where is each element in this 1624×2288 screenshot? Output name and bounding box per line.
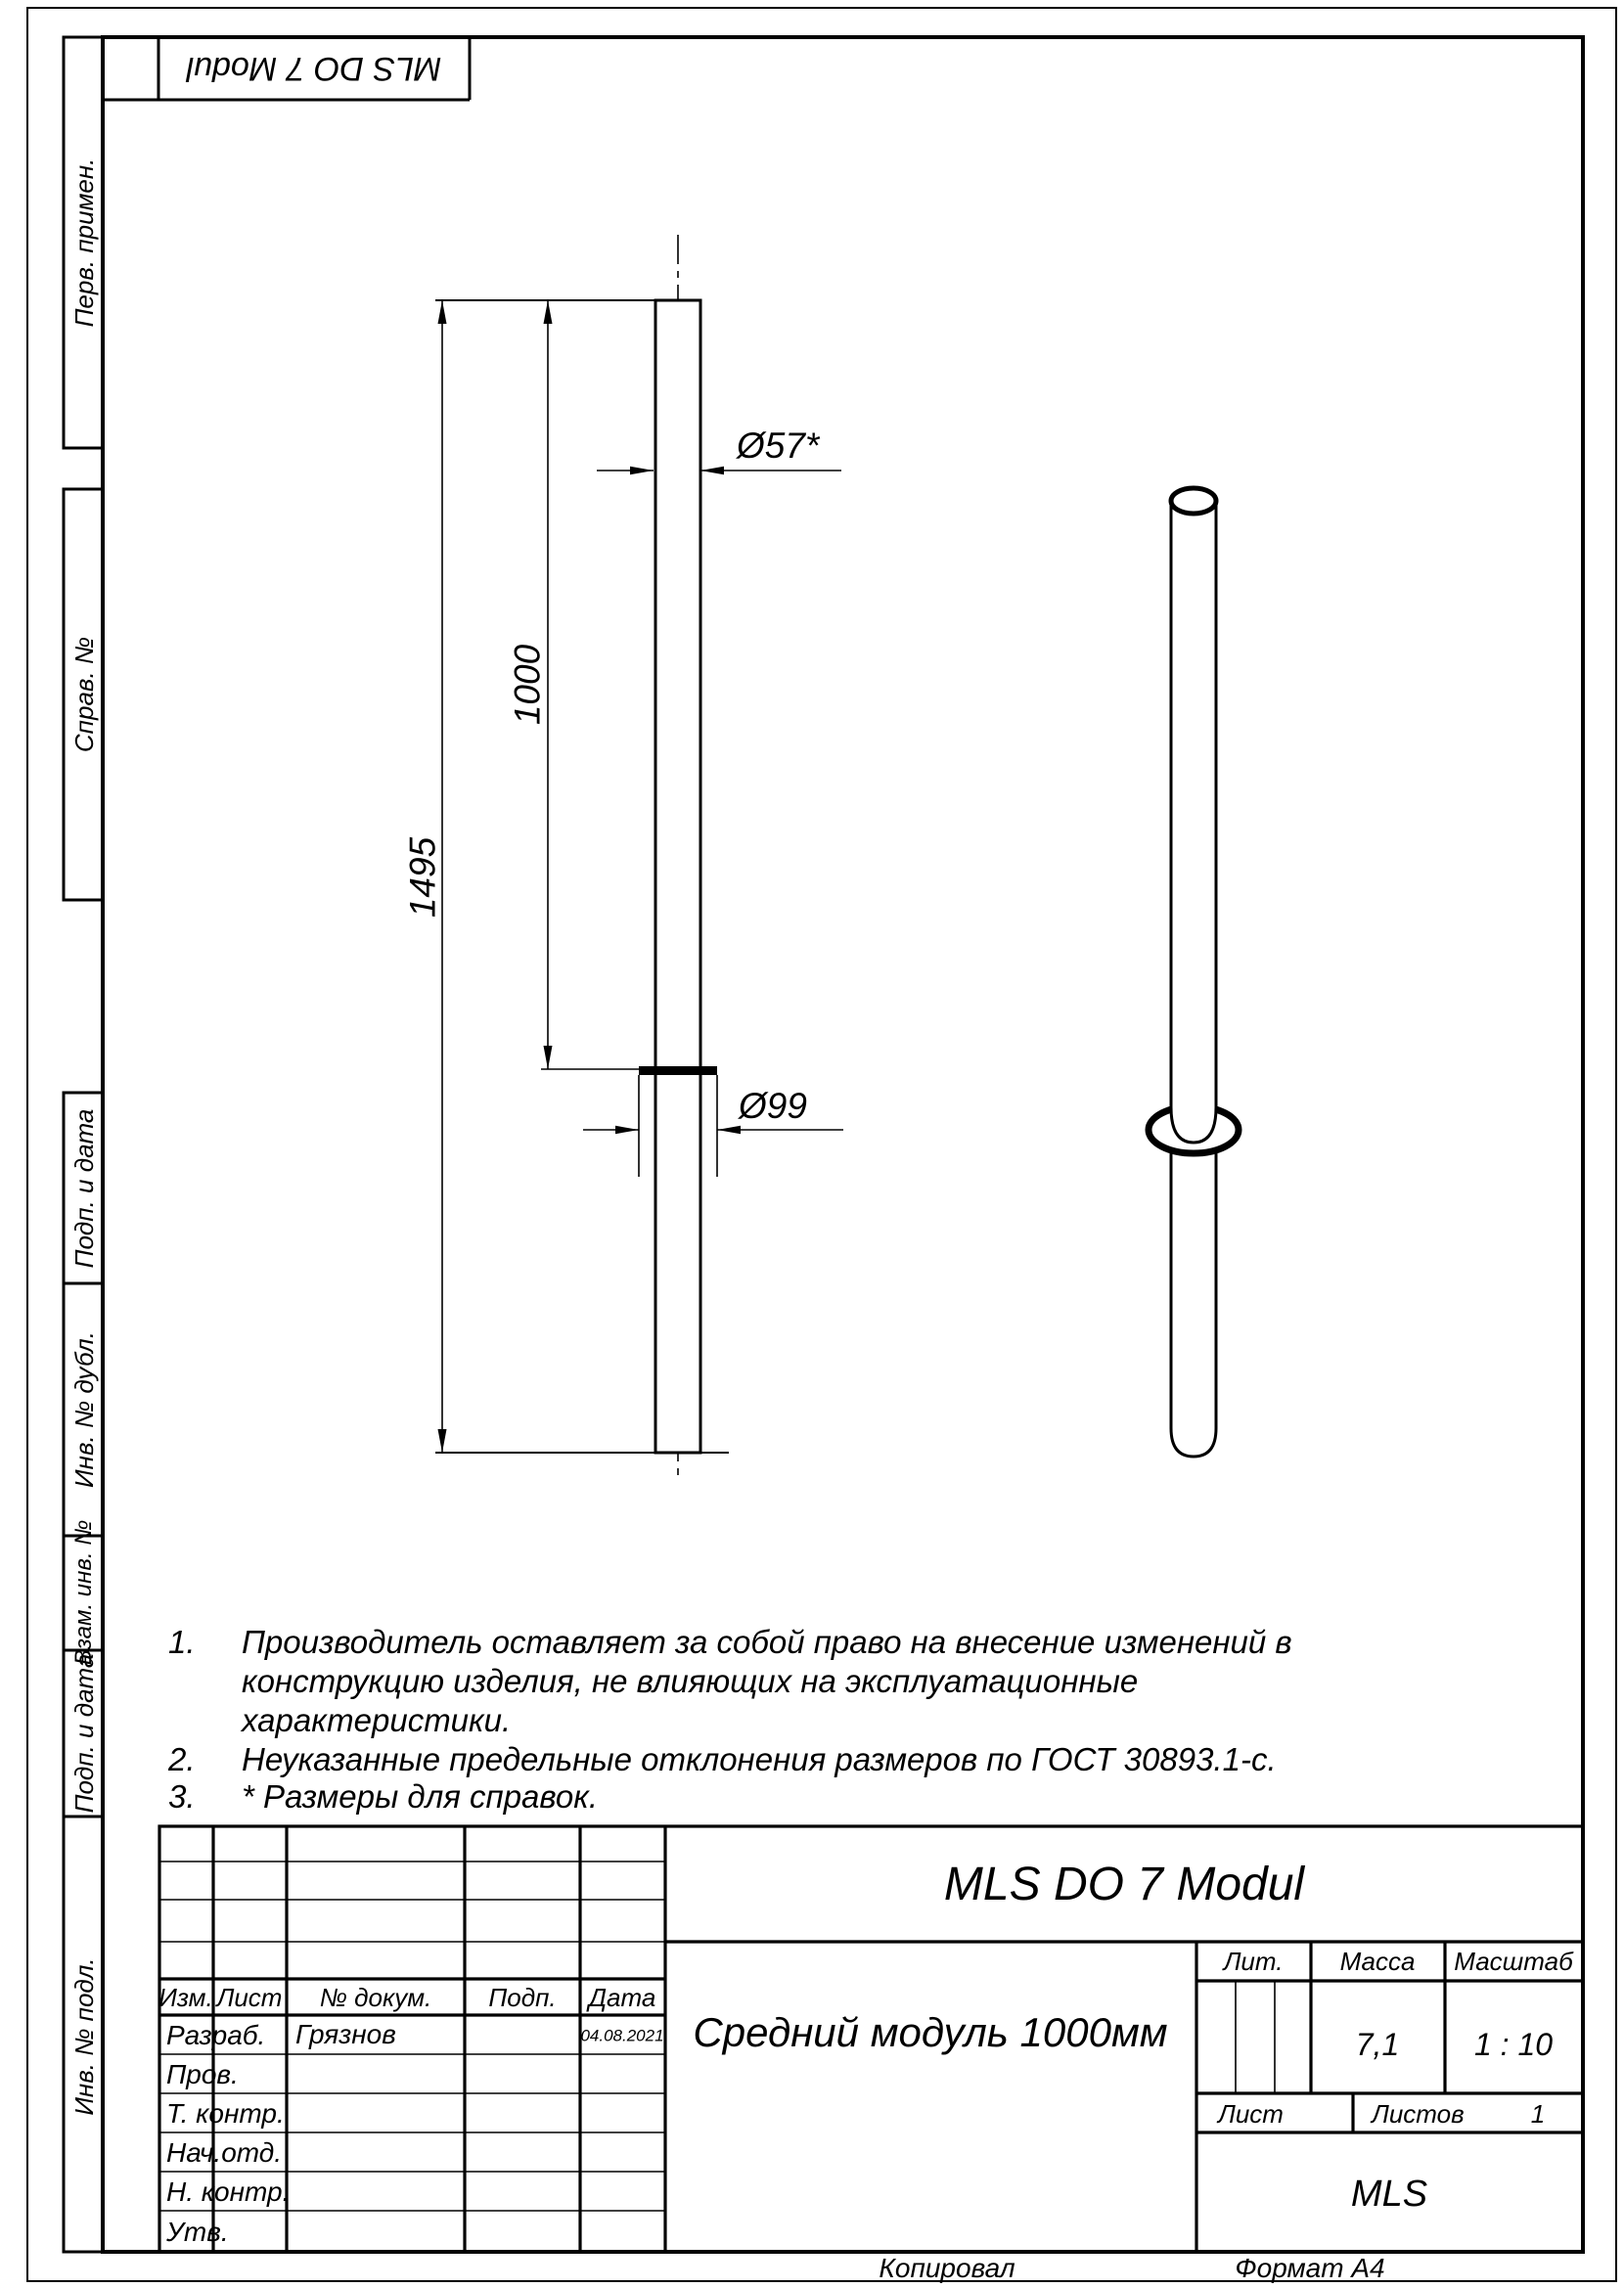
note-2-text: Неуказанные предельные отклонения размеров по ГОСТ 30893.1-с. <box>242 1741 1277 1777</box>
side-label-vzam-inv: Взам. инв. № <box>70 1519 97 1666</box>
side-label-podp-data-2: Подп. и дата <box>69 1653 99 1814</box>
stamp-lit-label: Лит. <box>1223 1947 1284 1976</box>
tube-upper <box>1171 501 1216 1143</box>
stamp-row-n-kontr: Н. контр. <box>166 2176 291 2207</box>
side-label-podp-data-1: Подп. и дата <box>69 1108 99 1269</box>
stamp-header-podp: Подп. <box>488 1983 557 2012</box>
side-label-sprav-no: Справ. № <box>69 636 99 753</box>
note-1-line-1: Производитель оставляет за собой право на внесение изменений в <box>242 1624 1292 1660</box>
collar-disc <box>639 1066 717 1075</box>
copied-label: Копировал <box>879 2253 1015 2283</box>
top-designation: MLS DO 7 Modul <box>186 50 442 87</box>
stamp-header-list: Лист <box>216 1983 283 2012</box>
stamp-row-prov: Пров. <box>166 2059 239 2089</box>
note-3-number: 3. <box>168 1778 196 1815</box>
rod-outline <box>655 300 700 1453</box>
stamp-header-izm: Изм. <box>158 1983 213 2012</box>
side-label-inv-dubl: Инв. № дубл. <box>69 1331 99 1488</box>
dim-text-d99: Ø99 <box>739 1086 807 1126</box>
dim-text-d57: Ø57* <box>737 426 820 466</box>
note-2-number: 2. <box>168 1741 196 1777</box>
tube-top-ellipse <box>1171 488 1216 514</box>
stamp-sheets-label: Листов <box>1372 2099 1465 2129</box>
stamp-header-dokum: № докум. <box>319 1983 432 2012</box>
format-label: Формат А4 <box>1235 2253 1385 2283</box>
note-1-line-2: конструкцию изделия, не влияющих на эксплуатационные <box>242 1663 1139 1699</box>
main-view-2d <box>435 235 843 1479</box>
stamp-company: MLS <box>1350 2174 1428 2215</box>
stamp-row-nach-otd: Нач.отд. <box>166 2137 283 2168</box>
stamp-row-razrab: Разраб. <box>166 2020 266 2050</box>
tube-lower <box>1171 1133 1216 1457</box>
stamp-product-name: Средний модуль 1000мм <box>693 2009 1168 2055</box>
side-label-perv-primen: Перв. примен. <box>69 157 99 328</box>
stamp-mass-label: Масса <box>1339 1947 1416 1976</box>
stamp-sheets-value: 1 <box>1530 2099 1546 2129</box>
stamp-razrab-name: Грязнов <box>295 2019 396 2049</box>
stamp-row-t-kontr: Т. контр. <box>166 2098 285 2129</box>
note-3-text: * Размеры для справок. <box>242 1778 599 1815</box>
stamp-mass-value: 7,1 <box>1355 2027 1400 2062</box>
stamp-sheet-label: Лист <box>1218 2099 1284 2129</box>
side-label-inv-podl: Инв. № подл. <box>69 1957 99 2116</box>
stamp-razrab-date: 04.08.2021 <box>580 2026 664 2045</box>
stamp-header-data: Дата <box>588 1983 656 2012</box>
stamp-designation: MLS DO 7 Modul <box>943 1859 1305 1910</box>
note-1-line-3: характеристики. <box>242 1702 512 1738</box>
stamp-scale-value: 1 : 10 <box>1473 2027 1554 2062</box>
stamp-row-utv: Утв. <box>166 2217 229 2247</box>
note-1-number: 1. <box>168 1624 196 1660</box>
dim-text-1495: 1495 <box>402 836 443 919</box>
dim-text-1000: 1000 <box>507 644 548 726</box>
stamp-scale-label: Масштаб <box>1454 1947 1573 1976</box>
pictorial-view-3d <box>1149 488 1239 1457</box>
